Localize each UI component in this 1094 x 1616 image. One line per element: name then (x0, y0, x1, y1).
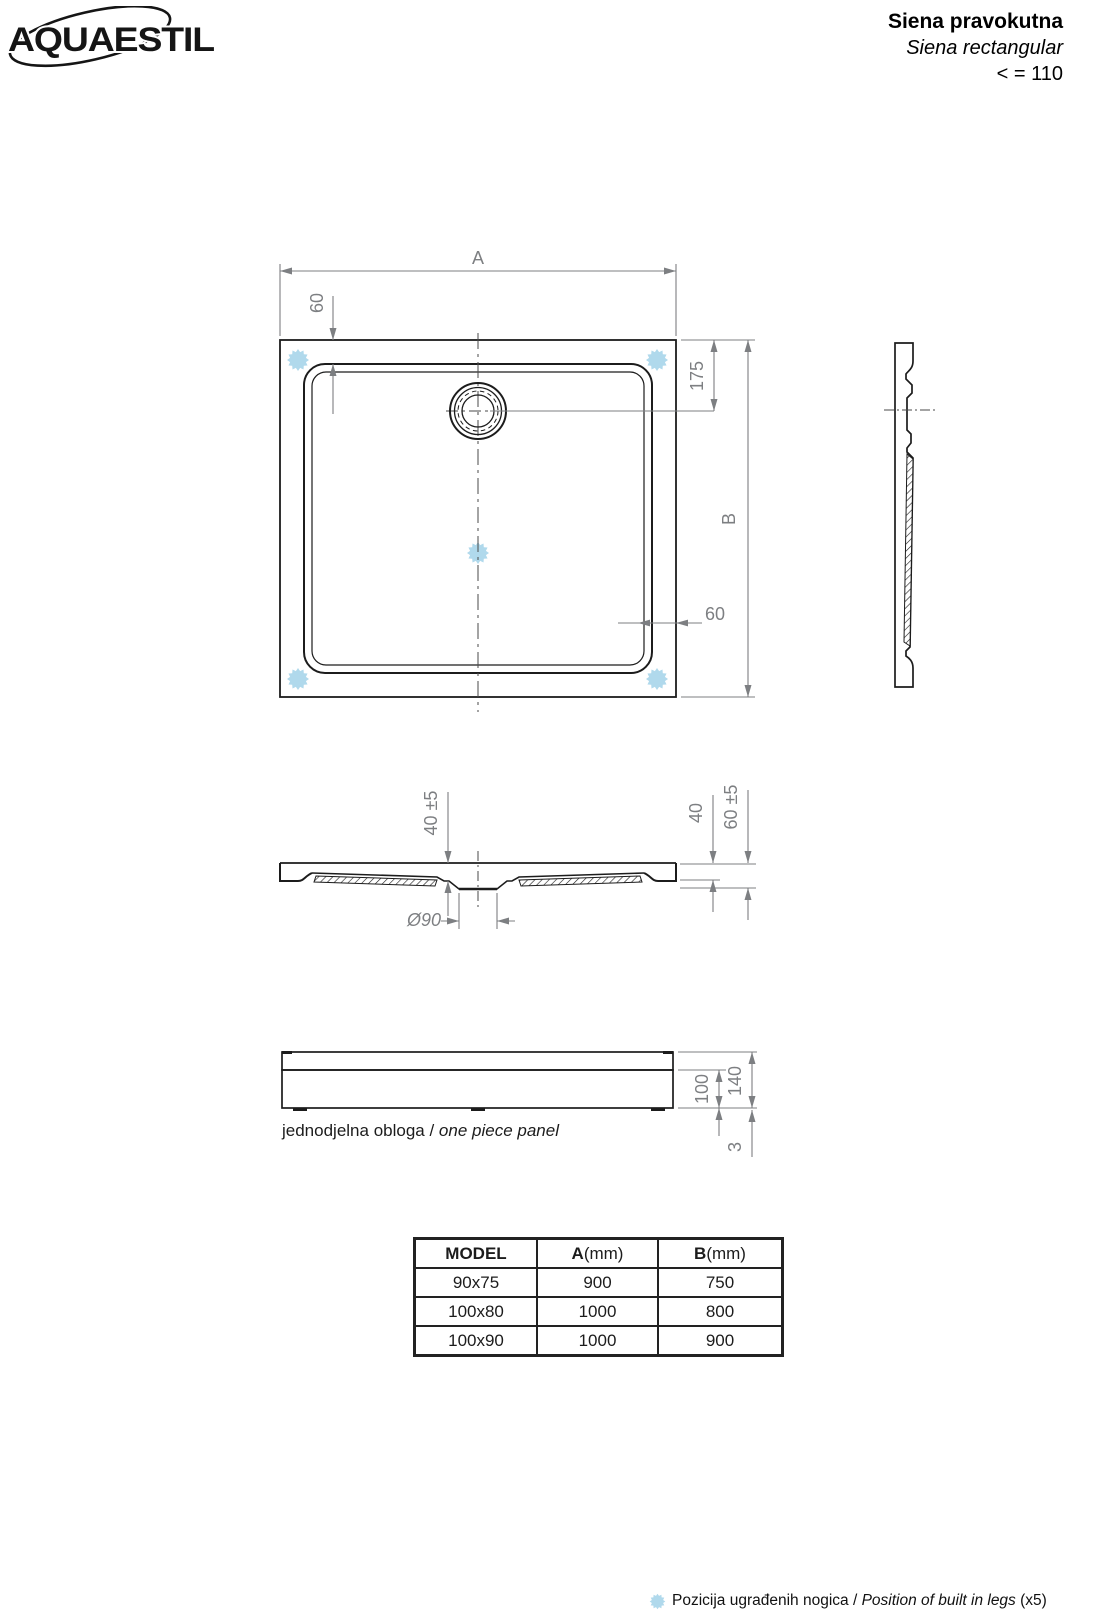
leg-star-top-left (287, 349, 309, 371)
dim-depth-edge (686, 795, 713, 912)
dim-B (681, 340, 755, 697)
dim-label-total-height: 140 (725, 1065, 745, 1097)
dim-total-height (725, 1052, 752, 1108)
dim-rim-side (618, 604, 725, 626)
dim-label-panel-height: 100 (692, 1073, 712, 1105)
panel-caption-en: one piece panel (438, 1121, 559, 1140)
side-profile-view (884, 343, 936, 687)
legs-legend (649, 1592, 1047, 1610)
legend-text-en: Position of built in legs (861, 1592, 1016, 1609)
cell-a: 1000 (537, 1326, 658, 1356)
section-left-cap (280, 863, 312, 881)
section-right-cap (644, 863, 676, 881)
panel-caption (282, 1121, 559, 1141)
cross-section-view (280, 785, 756, 930)
panel-body (282, 1070, 673, 1108)
col-header-b: B(mm) (658, 1239, 783, 1269)
panel-caption-hr: jednodjelna obloga / (282, 1121, 439, 1140)
col-header-a: A(mm) (537, 1239, 658, 1269)
dim-foot-height (725, 1110, 752, 1157)
model-table (413, 1237, 784, 1357)
leg-star-bottom-left (287, 668, 309, 690)
dim-rim-top (307, 293, 333, 414)
panel-view (282, 1051, 757, 1157)
legend-count: (x5) (1020, 1592, 1047, 1609)
panel-tray-band (282, 1052, 673, 1070)
top-view (280, 248, 755, 712)
dim-drain-dia (406, 893, 515, 930)
panel-tick-left (282, 1051, 292, 1054)
dim-label-depth-edge: 40 (686, 802, 706, 824)
dim-label-drain-offset: 175 (687, 360, 707, 392)
dim-label-drain-dia: Ø90 (406, 910, 441, 930)
table-row (415, 1297, 783, 1326)
side-profile-hatch (904, 454, 913, 646)
dim-label-edge-height: 60 ±5 (721, 784, 741, 830)
product-title: Siena pravokutna (887, 10, 1063, 33)
dim-depth-center (421, 791, 448, 916)
dim-drain-offset (490, 340, 755, 411)
panel-tick-right (663, 1051, 673, 1054)
dim-label-a: A (471, 248, 485, 268)
cell-a: 1000 (537, 1297, 658, 1326)
dim-panel-height (692, 1070, 719, 1136)
cell-model: 100x90 (415, 1326, 538, 1356)
cell-b: 750 (658, 1268, 783, 1297)
section-hatch-left (314, 876, 437, 886)
leg-star-bottom-right (646, 668, 668, 690)
dim-A (280, 248, 676, 336)
cell-a: 900 (537, 1268, 658, 1297)
cell-model: 90x75 (415, 1268, 538, 1297)
leg-star-icon (649, 1593, 666, 1610)
dim-label-foot-height: 3 (725, 1141, 745, 1153)
dim-label-b: B (719, 512, 739, 526)
dim-label-depth-center: 40 ±5 (421, 790, 441, 836)
height-note: < = 110 (996, 63, 1063, 85)
product-title-en: Siena rectangular (906, 37, 1063, 59)
section-hatch-right (519, 876, 642, 886)
table-header-row (415, 1239, 783, 1269)
cell-b: 900 (658, 1326, 783, 1356)
table-row (415, 1326, 783, 1356)
leg-star-top-right (646, 349, 668, 371)
cell-model: 100x80 (415, 1297, 538, 1326)
col-header-model: MODEL (415, 1239, 538, 1269)
logo-wordmark: AQUAESTIL (8, 21, 215, 59)
dim-label-rim-side: 60 (704, 604, 726, 624)
panel-foot-left (293, 1108, 307, 1111)
panel-foot-right (651, 1108, 665, 1111)
panel-foot-center (471, 1108, 485, 1111)
dim-label-rim-top: 60 (307, 292, 327, 314)
dim-edge-height (721, 785, 748, 920)
cell-b: 800 (658, 1297, 783, 1326)
table-row (415, 1268, 783, 1297)
legend-text-hr: Pozicija ugrađenih nogica / (672, 1592, 862, 1609)
